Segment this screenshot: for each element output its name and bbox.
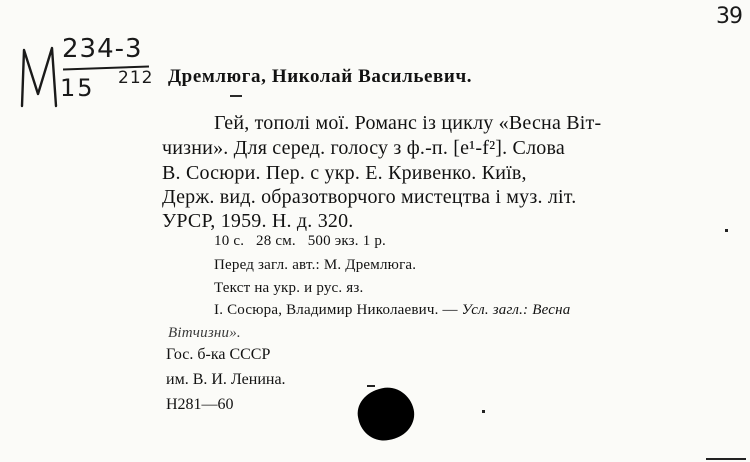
note-language: Текст на укр. и рус. яз. [214, 280, 364, 296]
shelf-mark-top: 234-3 [62, 34, 143, 64]
card-number: Н281—60 [166, 396, 234, 413]
title-line-4: Держ. вид. образотворчого мистецтва і муз. літ. [162, 186, 577, 208]
shelf-mark-letter [18, 44, 62, 108]
ink-blot [353, 383, 419, 446]
corner-number: 39 [716, 4, 742, 29]
added-entry-continuation: Вітчизни». [168, 325, 241, 341]
library-name: Гос. б-ка СССР [166, 346, 271, 363]
title-line-5: УРСР, 1959. Н. д. 320. [162, 210, 354, 232]
title-line-1: Гей, тополі мої. Романс із циклу «Весна Віт- [214, 112, 602, 134]
library-name-2: им. В. И. Ленина. [166, 371, 286, 388]
note-author: Перед загл. авт.: М. Дремлюга. [214, 257, 417, 273]
added-entry-main: I. Сосюра, Владимир Николаевич. — [214, 302, 462, 318]
title-line-3: В. Сосюри. Пер. с укр. Е. Кривенко. Київ, [162, 162, 527, 184]
title-line-2: чизни». Для серед. голосу з ф.-п. [e¹-f²]. Слова [162, 137, 565, 159]
ink-speck [367, 385, 375, 387]
physical-description: 10 с. 28 см. 500 экз. 1 р. [214, 233, 387, 249]
added-entry [214, 302, 570, 319]
ink-speck [706, 458, 746, 460]
author-heading: Дремлюга, Николай Васильевич. [168, 66, 473, 87]
shelf-mark-bottom-right: 212 [118, 68, 154, 88]
dash-mark [230, 95, 242, 97]
ink-speck [482, 410, 485, 413]
ink-speck [725, 229, 728, 232]
added-entry-uniform-title: Усл. загл.: Весна [461, 302, 571, 318]
shelf-mark-bottom-left: 15 [60, 74, 95, 102]
